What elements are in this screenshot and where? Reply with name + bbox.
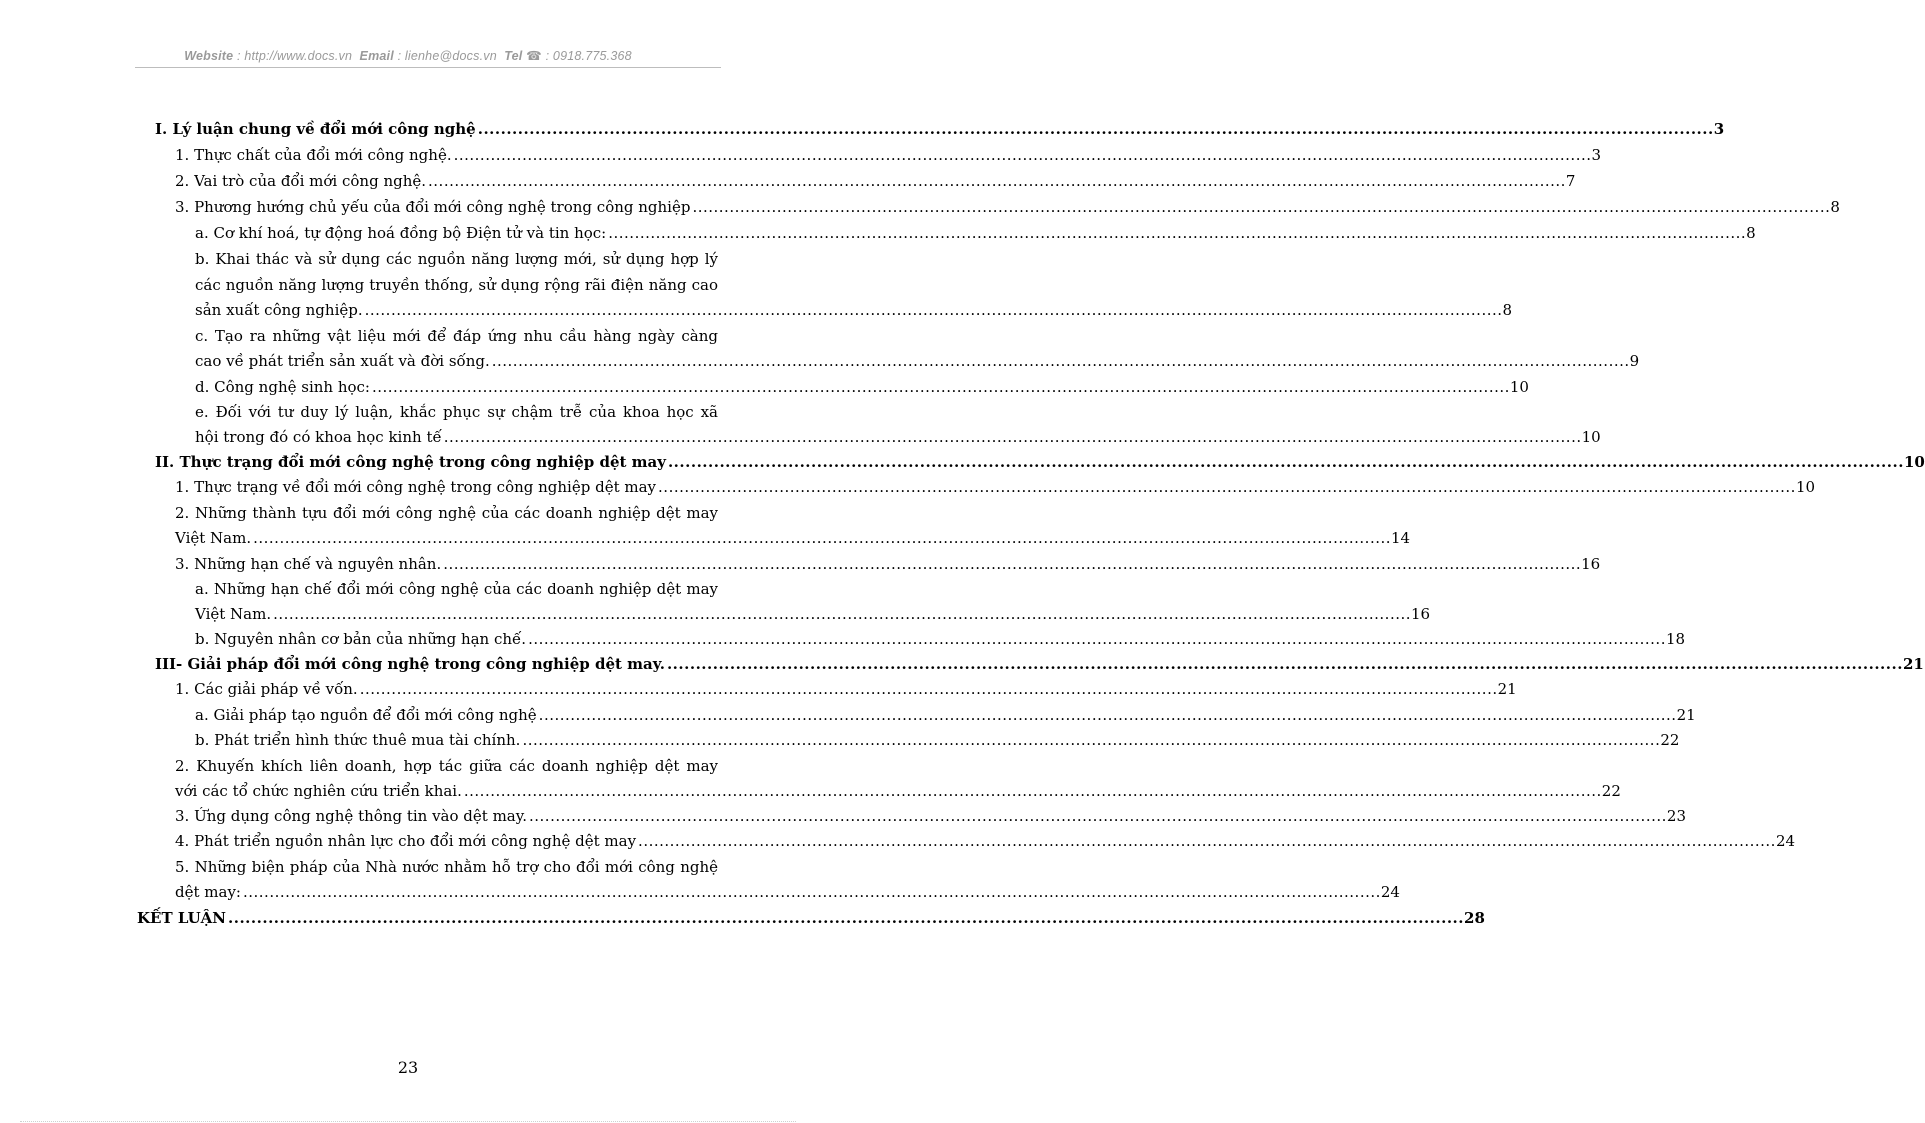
toc-entry: 3. Phương hướng chủ yếu của đổi mới công nghệ trong công nghiệp ..... 8 [175,195,718,219]
toc-entry: 3. Những hạn chế và nguyên nhân. ..... 16 [175,552,718,576]
toc-entry: a. Những hạn chế đổi mới công nghệ của các doanh nghiệp dệt may [195,580,718,598]
toc-entry-continued: các nguồn năng lượng truyền thống, sử dụng rộng rãi điện năng cao [195,276,718,294]
toc-entry: 2. Những thành tựu đổi mới công nghệ của các doanh nghiệp dệt may [175,504,718,522]
toc-section-1: I. Lý luận chung về đổi mới công nghệ ..... 3 [155,117,718,141]
toc-entry: 1. Thực trạng về đổi mới công nghệ trong công nghiệp dệt may ..... 10 [175,475,718,499]
toc-entry-continued: dệt may: ..... 24 [175,880,718,904]
toc-entry: a. Giải pháp tạo nguồn để đổi mới công nghệ ..... 21 [195,703,718,727]
toc-entry: b. Phát triển hình thức thuê mua tài chính. ..... 22 [195,728,718,752]
page-number: 23 [397,1058,419,1077]
website-value: : http://www.docs.vn [237,49,353,63]
page-bottom-border [20,1121,796,1122]
toc-section-2: II. Thực trạng đổi mới công nghệ trong công nghiệp dệt may ..... 10 [155,450,718,474]
header-divider [135,67,721,68]
website-label: Website [184,49,234,63]
toc-entry: b. Nguyên nhân cơ bản của những hạn chế. ..... 18 [195,627,718,651]
toc-entry-continued: hội trong đó có khoa học kinh tế ..... 10 [195,425,718,449]
email-value: : lienhe@docs.vn [397,49,497,63]
toc-entry: a. Cơ khí hoá, tự động hoá đồng bộ Điện tử và tin học: ..... 8 [195,221,718,245]
toc-entry: 5. Những biện pháp của Nhà nước nhằm hỗ trợ cho đổi mới công nghệ [175,858,718,876]
toc-entry: 1. Các giải pháp về vốn. ..... 21 [175,677,718,701]
page-header [0,48,816,63]
toc-entry-continued: sản xuất công nghiệp. ..... 8 [195,298,718,322]
toc-entry-continued: Việt Nam. ..... 14 [175,526,718,550]
tel-label: Tel [504,49,523,63]
toc-conclusion: KẾT LUẬN ..... 28 [137,906,718,930]
toc-entry-continued: Việt Nam. ..... 16 [195,602,718,626]
toc-entry: c. Tạo ra những vật liệu mới để đáp ứng nhu cầu hàng ngày càng [195,327,718,345]
toc-entry-continued: với các tổ chức nghiên cứu triển khai. ..... 22 [175,779,718,803]
phone-icon: ☎ [526,49,542,63]
toc-entry: d. Công nghệ sinh học: ..... 10 [195,375,718,399]
toc-section-3: III- Giải pháp đổi mới công nghệ trong công nghiệp dệt may. ..... 21 [155,652,718,676]
toc-entry: 1. Thực chất của đổi mới công nghệ. ..... 3 [175,143,718,167]
toc-entry: 2. Khuyến khích liên doanh, hợp tác giữa các doanh nghiệp dệt may [175,757,718,775]
toc-entry: 4. Phát triển nguồn nhân lực cho đổi mới công nghệ dệt may ..... 24 [175,829,718,853]
toc-entry: 2. Vai trò của đổi mới công nghệ. ..... 7 [175,169,718,193]
toc-entry-continued: cao về phát triển sản xuất và đời sống. ..... 9 [195,349,718,373]
tel-value: : 0918.775.368 [545,49,632,63]
toc-entry: e. Đối với tư duy lý luận, khắc phục sự chậm trễ của khoa học xã [195,403,718,421]
toc-entry: 3. Ứng dụng công nghệ thông tin vào dệt may. ..... 23 [175,804,718,828]
toc-entry: b. Khai thác và sử dụng các nguồn năng lượng mới, sử dụng hợp lý [195,250,718,268]
email-label: Email [359,49,394,63]
